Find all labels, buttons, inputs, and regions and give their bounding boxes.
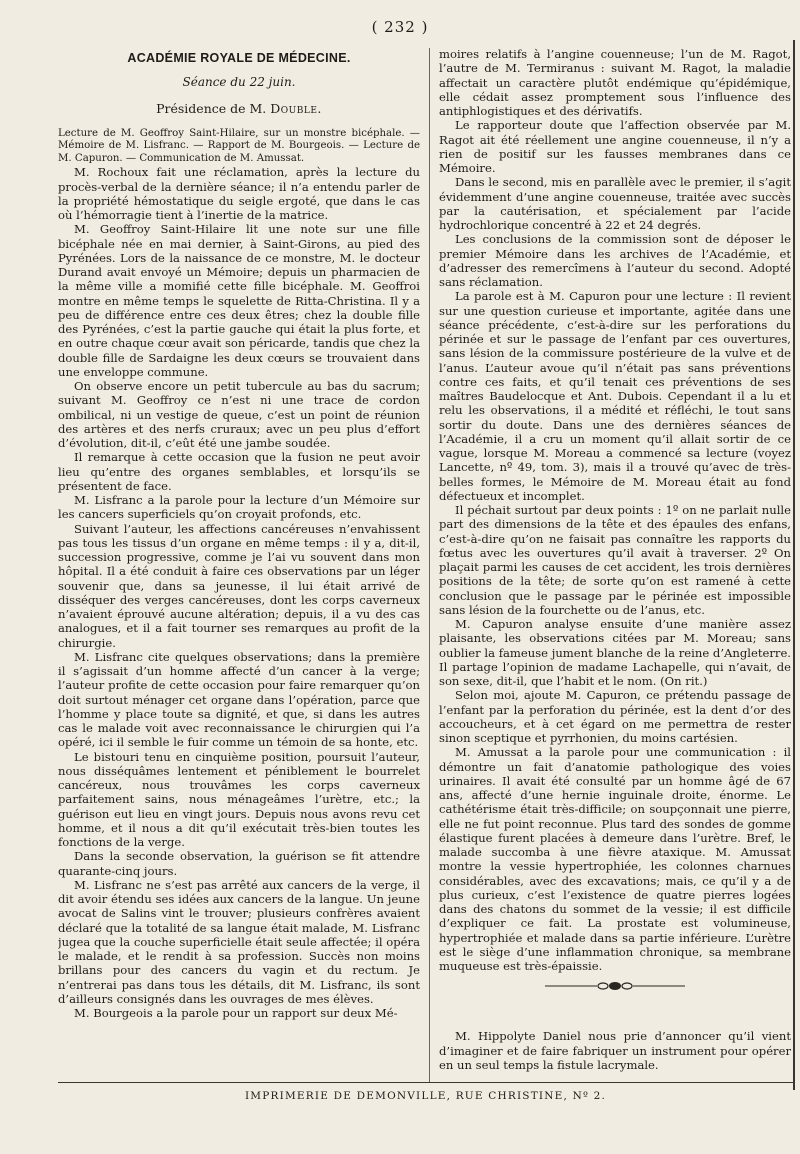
printer-footer: IMPRIMERIE DE DEMONVILLE, RUE CHRISTINE, Nº 2.	[244, 1090, 607, 1102]
ornament-icon	[545, 980, 685, 992]
page-edge-rule	[793, 40, 795, 1090]
paragraph: M. Rochoux fait une réclamation, après la lecture du procès-verbal de la dernière séance; il n’a entendu parler de la propriété hémostatique du seigle ergoté, que dans le cas où l’hémorragie tient à l’inertie de la matrice.	[58, 165, 420, 222]
paragraph: Les conclusions de la commission sont de déposer le premier Mémoire dans les archives de l’Académie, et d’adresser des remercîmens à l’auteur du second. Adopté sans réclamation.	[439, 232, 791, 289]
paragraph: Dans la seconde observation, la guérison se fit attendre quarante-cinq jours.	[58, 849, 420, 878]
paragraph: M. Amussat a la parole pour une communication : il démontre un fait d’anatomie pathologique des voies urinaires. Il avait été consulté par un homme âgé de 67 ans, affecté d’une hernie inguinale droite, énorme. Le cathétérisme était très-difficile; on soupçonnait une pierre, elle ne fut point reconnue. Plus tard des sondes de gomme élastique furent placées à demeure dans l’urètre. Bref, le malade succomba à une fièvre ataxique. M. Amussat montre la vessie hypertrophiée, les colonnes charnues considérables, avec des excavations; mais, ce qu’il y a de plus curieux, c’est l’existence de quatre pierres logées dans des chatons du sommet de la vessie; il est difficile d’expliquer ce fait. La prostate est volumineuse, hypertrophiée et malade dans sa partie inférieure. L’urètre est le siège d’une inflammation chronique, sa membrane muqueuse est très-épaissie.	[439, 745, 791, 973]
paragraph: M. Geoffroy Saint-Hilaire lit une note sur une fille bicéphale née en mai dernier, à Saint-Girons, au pied des Pyrénées. Lors de la naissance de ce monstre, M. le docteur Durand avait envoyé un Mémoire; depuis un pharmacien de la même ville a momifié cette fille bicéphale. M. Geoffroi montre en même temps le squelette de Ritta-Christina. Il y a peu de différence entre ces deux êtres; chez la double fille des Pyrénées, c’est la partie gauche qui était la plus forte, et en outre chaque cœur avait son péricarde, tandis que chez la double fille de Sardaigne les deux cœurs se trouvaient dans une enveloppe commune.	[58, 222, 420, 379]
page-number: ( 232 )	[371, 18, 429, 36]
presidence-prefix: Présidence de M.	[156, 100, 267, 116]
paragraph: Il péchait surtout par deux points : 1º on ne parlait nulle part des dimensions de la tête et des épaules des enfans, c’est-à-dire qu’on ne faisait pas connaître les rapports du fœtus avec les ouvertures qu’il avait à traverser. 2º On plaçait parmi les causes de cet accident, les trois dernières positions de la tête; de sorte qu’on est ramené à cette conclusion que le passage par le périnée est impossible sans lésion de la fourchette ou de l’anus, etc.	[439, 503, 791, 617]
paragraph: M. Hippolyte Daniel nous prie d’annoncer qu’il vient d’imaginer et de faire fabriquer un instrument pour opérer en un seul temps la fistule lacrymale.	[439, 1029, 791, 1072]
paragraph: moires relatifs à l’angine couenneuse; l’un de M. Ragot, l’autre de M. Termiranus : suivant M. Ragot, la maladie affectait un caractère plutôt endémique qu’épidémique, elle cédait assez promptement sous l’influence des antiphlogistiques et des dérivatifs.	[439, 47, 791, 118]
paragraph: M. Lisfranc cite quelques observations; dans la première il s’agissait d’un homme affecté d’un cancer à la verge; l’auteur profite de cette occasion pour faire remarquer qu’on doit surtout ménager cet organe dans l’opération, parce que l’homme y place toute sa dignité, et que, si dans les autres cas le malade voit avec reconnaissance le chirurgien qui l’a opéré, ici il semble le fuir comme un témoin de sa honte, etc.	[58, 649, 420, 750]
ornamental-separator	[439, 973, 791, 999]
paragraph: La parole est à M. Capuron pour une lecture : Il revient sur une question curieuse et importante, agitée dans une séance précédente, c’est-à-dire sur les perforations du périnée et sur le passage de l’enfant par ces ouvertures, sans lésion de la commissure postérieure de la vulve et de l’anus. L’auteur avoue qu’il n’était pas sans préventions contre ces faits, et qu’il tenait ces préventions de ses maîtres Baudelocque et Ant. Dubois. Cependant il a lu et relu les observations, il a médité et réfléchi, le tout sans sortir du doute. Dans une des dernières séances de l’Académie, il a cru un moment qu’il allait sortir de ce vague, lorsque M. Moreau a commencé sa lecture (voyez Lancette, nº 49, tom. 3), mais il a trouvé qu’avec de très-belles formes, le Mémoire de M. Moreau était au fond défectueux et incomplet.	[439, 289, 791, 503]
section-title: ACADÉMIE ROYALE DE MÉDECINE.	[127, 51, 351, 65]
spacer	[439, 999, 791, 1029]
paragraph: Le bistouri tenu en cinquième position, poursuit l’auteur, nous disséquâmes lentement et péniblement le bourrelet cancéreux, nous trouvâmes les corps caverneux parfaitement sains, nous ménageâmes l’urètre, etc.; la guérison eut lieu en vingt jours. Depuis nous avons revu cet homme, et il nous a dit qu’il exécutait très-bien toutes les fonctions de la verge.	[58, 749, 420, 849]
paragraph: Suivant l’auteur, les affections cancéreuses n’envahissent pas tous les tissus d’un organe en même temps : il y a, dit-il, succession progressive, comme je l’ai vu souvent dans mon hôpital. Il a été conduit à faire ces observations par un léger souvenir que, dans sa jeunesse, il lui était arrivé de disséquer des verges cancéreuses, dont les corps caverneux n’avaient éprouvé aucune altération; depuis, il a vu des cas analogues, et il a fait tourner ses remarques au profit de la chirurgie.	[58, 521, 420, 650]
paragraph: Il remarque à cette occasion que la fusion ne peut avoir lieu qu’entre des organes semblables, et lorsqu’ils se présentent de face.	[58, 450, 420, 493]
paragraph: Dans le second, mis en parallèle avec le premier, il s’agit évidemment d’une angine couenneuse, traitée avec succès par la cautérisation, et spécialement par l’acide hydrochlorique concentré à 22 et 24 degrés.	[439, 175, 791, 232]
session-summary: Lecture de M. Geoffroy Saint-Hilaire, sur un monstre bicéphale. — Mémoire de M. Lisfranc. — Rapport de M. Bourgeois. — Lecture de M. Capuron. — Communication de M. Amussat.	[58, 127, 420, 164]
paragraph: M. Lisfranc ne s’est pas arrêté aux cancers de la verge, il dit avoir étendu ses idées aux cancers de la langue. Un jeune avocat de Salins vint le trouver; plusieurs confrères avaient déclaré que la totalité de sa langue était malade, M. Lisfranc jugea que la couche superficielle était seule affectée; il opéra le malade, et le rendit à sa profession. Succès non moins brillans pour des cancers du vagin et du rectum. Je n’entrerai pas dans tous les détails, dit M. Lisfranc, ils sont d’ailleurs consignés dans les ouvrages de mes élèves.	[58, 877, 420, 1006]
footer-rule	[58, 1082, 793, 1083]
column-divider	[429, 48, 430, 1083]
paragraph: M. Capuron analyse ensuite d’une manière assez plaisante, les observations citées par M. Moreau; sans oublier la fameuse jument blanche de la reine d’Angleterre. Il partage l’opinion de madame Lachapelle, qui n’avait, de son sexe, dit-il, que l’habit et le nom. (On rit.)	[439, 617, 791, 688]
right-column	[439, 47, 791, 1077]
paragraph: M. Lisfranc a la parole pour la lecture d’un Mémoire sur les cancers superficiels qu’on croyait profonds, etc.	[58, 493, 420, 522]
president-name: Double.	[270, 100, 322, 116]
presidence-line	[58, 102, 420, 116]
paragraph: Selon moi, ajoute M. Capuron, ce prétendu passage de l’enfant par la perforation du périnée, est la dent d’or des accoucheurs, et à cet égard on me permettra de rester sinon sceptique et pyrrhonien, du moins cartésien.	[439, 688, 791, 745]
paragraph: Le rapporteur doute que l’affection observée par M. Ragot ait été réellement une angine couenneuse, il n’y a rien de positif sur les fausses membranes dans ce Mémoire.	[439, 118, 791, 175]
session-date: Séance du 22 juin.	[182, 75, 296, 90]
left-column	[58, 47, 420, 1077]
paragraph: M. Bourgeois a la parole pour un rapport sur deux Mé-	[74, 1006, 398, 1020]
paragraph: On observe encore un petit tubercule au bas du sacrum; suivant M. Geoffroy ce n’est ni une trace de cordon ombilical, ni un vestige de queue, c’est un point de réunion des artères et des nerfs cruraux; avec un peu plus d’effort d’évolution, dit-il, c’eût été une jambe soudée.	[58, 379, 420, 450]
